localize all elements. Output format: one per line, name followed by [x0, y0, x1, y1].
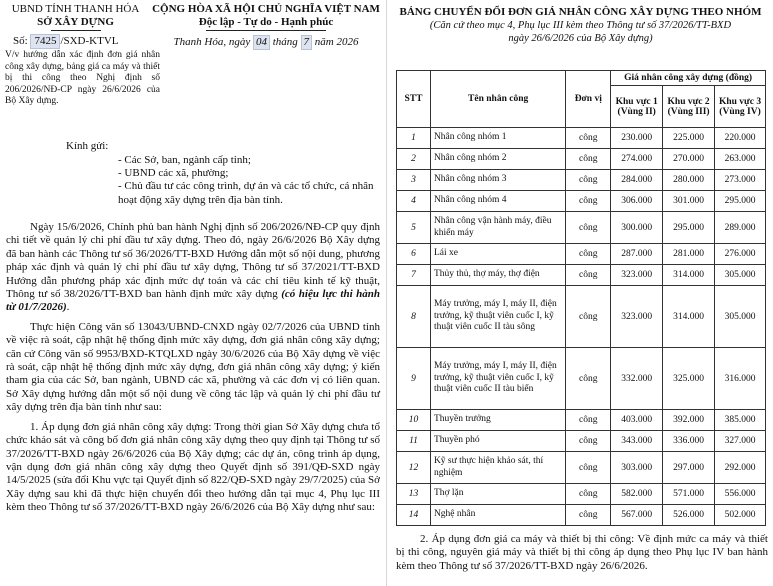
row-stt: 10 — [397, 410, 431, 431]
national-title: CỘNG HÒA XÃ HỘI CHỦ NGHĨA VIỆT NAM — [152, 3, 380, 15]
table-row — [397, 149, 766, 170]
body-paragraph-3: 1. Áp dụng đơn giá nhân công xây dựng: Trong thời gian Sở Xây dựng chưa tổ chức khảo sát và công bố đơn giá nhân công xây dựng theo quy định tại Thông tư số 37/2026/TT-BXD ngày 26/6/2026 của Bộ Xây dựng; các dự án, công trình áp dụng, vận dụng đơn giá nhân công xây dựng theo Quyết định số 391/QĐ-SXD ngày 14/5/2025 (sửa đổi Khu vực tại Quyết định số 822/QĐ-SXD ngày 29/7/2025) của Sở Xây dựng sau khi đã thực hiện chuyển đổi theo hướng dẫn tại mục 4, Phụ lục III kèm theo Thông tư số 37/2026/TT-BXD ngày 26/6/2026 của Bộ Xây dựng như sau: — [6, 420, 380, 514]
row-region-3: 295.000 — [715, 191, 766, 212]
row-region-3: 220.000 — [715, 128, 766, 149]
row-stt: 6 — [397, 244, 431, 265]
recipient-list — [118, 154, 380, 207]
row-region-3: 327.000 — [715, 431, 766, 452]
header-price-group: Giá nhân công xây dựng (đồng) — [611, 71, 766, 86]
row-region-2: 392.000 — [663, 410, 715, 431]
recipient-item: - Chủ đầu tư các công trình, dự án và các tổ chức, cá nhân hoạt động xây dựng trên địa bàn tỉnh. — [118, 180, 374, 206]
row-name: Kỹ sư thực hiện khảo sát, thí nghiệm — [430, 452, 565, 484]
effective-date-note: (có hiệu lực thi hành từ 01/7/2026) — [6, 288, 380, 314]
body-paragraph-2: Thực hiện Công văn số 13043/UBND-CNXD ngày 02/7/2026 của UBND tỉnh về việc rà soát, cập nhật hệ thống định mức xây dựng, đơn giá nhân công xây dựng; căn cứ Công văn số 9953/BXD-KTQLXD ngày 30/6/2026 của Bộ Xây dựng về việc rà soát, cập nhật hệ thống định mức xây dựng, đơn giá nhân công xây dựng; ý kiến tham gia của các Sở, ban ngành, UBND các xã, phường và các đơn vị có liên quan. Sở Xây dựng hướng dẫn một số nội dung về công tác lập và quản lý chi phí đầu tư xây dựng trên địa bàn tỉnh như sau: — [6, 320, 380, 414]
row-unit: công — [566, 348, 611, 410]
row-region-1: 582.000 — [611, 484, 663, 505]
header-stt: STT — [397, 71, 431, 128]
row-stt: 4 — [397, 191, 431, 212]
footer-paragraph: 2. Áp dụng đơn giá ca máy và thiết bị thi công: Về định mức ca máy và thiết bị thi công, nguyên giá máy và thiết bị thi công áp dụng theo Phụ lục IV ban hành kèm theo Thông tư số 37/2026/TT-BXD ngày 26/6/2026. — [396, 533, 768, 572]
day-field[interactable]: 04 — [253, 35, 270, 50]
table-row — [397, 286, 766, 348]
row-unit: công — [566, 212, 611, 244]
row-stt: 8 — [397, 286, 431, 348]
header-region-2: Khu vực 2 (Vùng III) — [663, 86, 715, 128]
row-stt: 5 — [397, 212, 431, 244]
row-region-1: 287.000 — [611, 244, 663, 265]
national-header — [148, 3, 384, 50]
row-region-1: 323.000 — [611, 286, 663, 348]
header-unit: Đơn vị — [566, 71, 611, 128]
agency-name: SỞ XÂY DỰNG — [37, 16, 114, 28]
row-unit: công — [566, 484, 611, 505]
document-page-left — [0, 0, 386, 586]
row-name: Nhân công nhóm 1 — [430, 128, 565, 149]
row-region-2: 225.000 — [663, 128, 715, 149]
row-region-2: 281.000 — [663, 244, 715, 265]
row-region-2: 336.000 — [663, 431, 715, 452]
row-name: Nhân công nhóm 3 — [430, 170, 565, 191]
row-region-3: 316.000 — [715, 348, 766, 410]
document-subject: V/v hướng dẫn xác định đơn giá nhân công xây dựng, bảng giá ca máy và thiết bị thi công theo Nghị định số 206/2026/NĐ-CP ngày 26/6/2026 của Bộ Xây dựng. — [5, 50, 160, 106]
row-region-3: 502.000 — [715, 505, 766, 526]
body-paragraph-1: Ngày 15/6/2026, Chính phủ ban hành Nghị định số 206/2026/NĐ-CP quy định chi tiết về quản lý chi phí đầu tư xây dựng. Theo đó, ngày 26/6/2026 Bộ Xây dựng đã ban hành các Thông tư số 36/2026/TT-BXD Hướng dẫn một số nội dung, phương pháp xác định và quản lý chi phí đầu tư xây dựng, Thông tư số 37/2021/TT-BXD Hướng dẫn phương pháp xác định mức dự toán và các chỉ tiêu kinh tế kỹ thuật, Thông tư số 38/2026/TT-BXD ban hành định mức xây dựng (có hiệu lực thi hành từ 01/7/2026). — [6, 221, 380, 314]
row-unit: công — [566, 244, 611, 265]
header-name: Tên nhân công — [430, 71, 565, 128]
table-row — [397, 452, 766, 484]
row-name: Thuyền phó — [430, 431, 565, 452]
table-row — [397, 191, 766, 212]
table-row — [397, 348, 766, 410]
row-stt: 9 — [397, 348, 431, 410]
row-unit: công — [566, 286, 611, 348]
row-region-1: 332.000 — [611, 348, 663, 410]
row-unit: công — [566, 149, 611, 170]
row-region-2: 280.000 — [663, 170, 715, 191]
row-name: Máy trưởng, máy I, máy II, điện trưởng, kỹ thuật viên cuốc I, kỹ thuật viên cuốc II tàu biển — [430, 348, 565, 410]
doc-number-field[interactable]: 7425 — [30, 34, 60, 49]
table-row — [397, 505, 766, 526]
table-title: BẢNG CHUYỂN ĐỔI ĐƠN GIÁ NHÂN CÔNG XÂY DỰNG THEO NHÓM — [399, 6, 762, 18]
table-subtitle: (Căn cứ theo mục 4, Phụ lục III kèm theo Thông tư số 37/2026/TT-BXD ngày 26/6/2026 của Bộ Xây dựng) — [429, 20, 732, 44]
table-row — [397, 212, 766, 244]
row-region-1: 323.000 — [611, 265, 663, 286]
row-stt: 13 — [397, 484, 431, 505]
place-date: Thanh Hóa, ngày 04 tháng 7 năm 2026 — [173, 36, 359, 48]
row-name: Nghệ nhân — [430, 505, 565, 526]
agency-parent: UBND TỈNH THANH HÓA — [11, 3, 140, 15]
row-region-3: 385.000 — [715, 410, 766, 431]
row-region-1: 567.000 — [611, 505, 663, 526]
row-region-1: 403.000 — [611, 410, 663, 431]
row-region-2: 325.000 — [663, 348, 715, 410]
row-unit: công — [566, 505, 611, 526]
row-unit: công — [566, 191, 611, 212]
table-row — [397, 170, 766, 191]
row-region-3: 276.000 — [715, 244, 766, 265]
row-stt: 2 — [397, 149, 431, 170]
row-unit: công — [566, 128, 611, 149]
wage-table-body — [397, 128, 766, 526]
table-row — [397, 128, 766, 149]
row-region-2: 297.000 — [663, 452, 715, 484]
table-row — [397, 244, 766, 265]
row-stt: 7 — [397, 265, 431, 286]
row-unit: công — [566, 170, 611, 191]
row-stt: 11 — [397, 431, 431, 452]
row-region-1: 230.000 — [611, 128, 663, 149]
row-name: Lái xe — [430, 244, 565, 265]
table-row — [397, 410, 766, 431]
row-name: Nhân công nhóm 4 — [430, 191, 565, 212]
row-unit: công — [566, 410, 611, 431]
issuing-agency — [8, 3, 143, 49]
row-name: Thuyền trưởng — [430, 410, 565, 431]
row-region-1: 274.000 — [611, 149, 663, 170]
row-region-2: 314.000 — [663, 286, 715, 348]
row-region-2: 295.000 — [663, 212, 715, 244]
page-divider — [386, 0, 387, 586]
header-region-3: Khu vực 3 (Vùng IV) — [715, 86, 766, 128]
row-region-2: 301.000 — [663, 191, 715, 212]
salutation: Kính gửi: — [66, 140, 109, 152]
row-region-2: 270.000 — [663, 149, 715, 170]
national-motto: Độc lập - Tự do - Hạnh phúc — [198, 16, 334, 28]
row-region-3: 305.000 — [715, 265, 766, 286]
row-name: Thợ lặn — [430, 484, 565, 505]
document-body — [6, 221, 380, 521]
recipient-item: - UBND các xã, phường; — [118, 167, 229, 180]
table-row — [397, 265, 766, 286]
row-region-1: 343.000 — [611, 431, 663, 452]
row-region-3: 289.000 — [715, 212, 766, 244]
document-page-right — [388, 0, 773, 586]
header-region-1: Khu vực 1 (Vùng II) — [611, 86, 663, 128]
row-name: Nhân công vận hành máy, điều khiển máy — [430, 212, 565, 244]
row-region-2: 571.000 — [663, 484, 715, 505]
row-region-1: 303.000 — [611, 452, 663, 484]
row-region-3: 263.000 — [715, 149, 766, 170]
motto-underline — [206, 30, 326, 31]
document-number: Số: 7425 /SXD-KTVL — [13, 35, 119, 47]
wage-table — [396, 70, 766, 526]
row-region-2: 526.000 — [663, 505, 715, 526]
row-region-3: 305.000 — [715, 286, 766, 348]
recipient-item: - Các Sở, ban, ngành cấp tỉnh; — [118, 154, 251, 166]
row-name: Thủy thủ, thợ máy, thợ điện — [430, 265, 565, 286]
row-name: Nhân công nhóm 2 — [430, 149, 565, 170]
row-region-2: 314.000 — [663, 265, 715, 286]
row-region-1: 306.000 — [611, 191, 663, 212]
row-region-3: 292.000 — [715, 452, 766, 484]
row-unit: công — [566, 265, 611, 286]
row-stt: 1 — [397, 128, 431, 149]
month-field[interactable]: 7 — [301, 35, 313, 50]
agency-underline — [51, 30, 101, 31]
row-stt: 3 — [397, 170, 431, 191]
row-region-3: 556.000 — [715, 484, 766, 505]
row-stt: 14 — [397, 505, 431, 526]
table-row — [397, 431, 766, 452]
row-region-3: 273.000 — [715, 170, 766, 191]
row-unit: công — [566, 431, 611, 452]
row-stt: 12 — [397, 452, 431, 484]
row-unit: công — [566, 452, 611, 484]
row-name: Máy trưởng, máy I, máy II, điện trưởng, kỹ thuật viên cuốc I, kỹ thuật viên cuốc II tàu sông — [430, 286, 565, 348]
row-region-1: 284.000 — [611, 170, 663, 191]
row-region-1: 300.000 — [611, 212, 663, 244]
table-row — [397, 484, 766, 505]
